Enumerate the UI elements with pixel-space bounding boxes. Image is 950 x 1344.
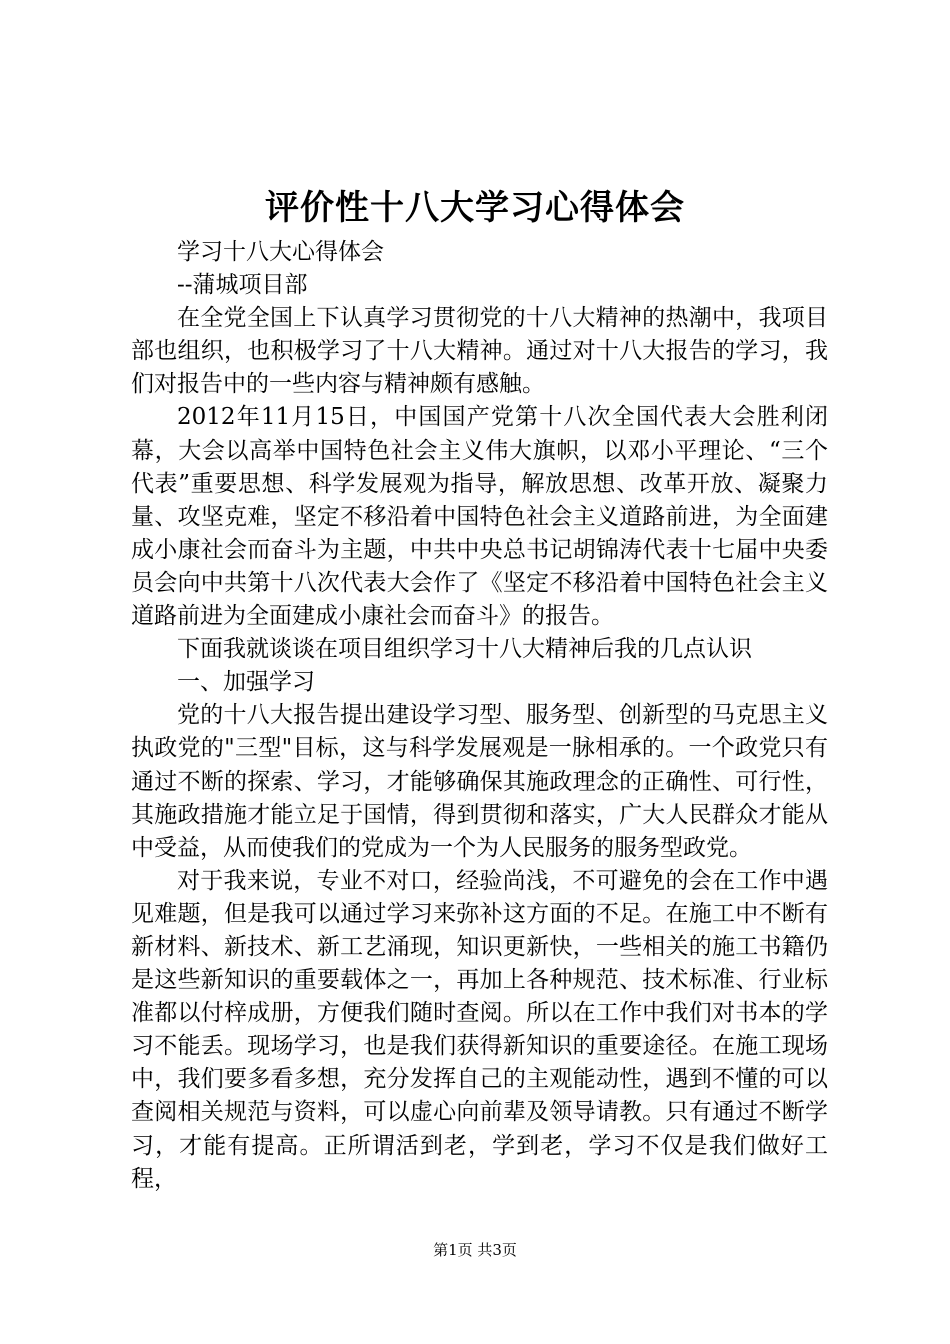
document-title: 评价性十八大学习心得体会 xyxy=(265,188,685,228)
subtitle: 学习十八大心得体会 xyxy=(177,239,384,265)
page-footer: 第1页 共3页 xyxy=(433,1241,517,1259)
paragraph: 下面我就谈谈在项目组织学习十八大精神后我的几点认识 xyxy=(177,636,752,663)
section-heading: 一、加强学习 xyxy=(177,669,315,696)
paragraph: 在全党全国上下认真学习贯彻党的十八大精神的热潮中，我项目部也组织，也积极学习了十八大精神。通过对十八大报告的学习，我们对报告中的一些内容与精神颇有感触。 xyxy=(131,305,828,398)
paragraph: 2012年11月15日，中国国产党第十八次全国代表大会胜利闭幕，大会以高举中国特色社会主义伟大旗帜，以邓小平理论、“三个代表”重要思想、科学发展观为指导，解放思想、改革开放、凝聚力量、攻坚克难，坚定不移沿着中国特色社会主义道路前进，为全面建成小康社会而奋斗为主题，中共中央总书记胡锦涛代表十七届中央委员会向中共第十八次代表大会作了《坚定不移沿着中国特色社会主义道路前进为全面建成小康社会而奋斗》的报告。 xyxy=(131,404,828,630)
paragraph: 对于我来说，专业不对口，经验尚浅，不可避免的会在工作中遇见难题，但是我可以通过学习来弥补这方面的不足。在施工中不断有新材料、新技术、新工艺涌现，知识更新快，一些相关的施工书籍仍是这些新知识的重要载体之一，再加上各种规范、技术标准、行业标准都以付梓成册，方便我们随时查阅。所以在工作中我们对书本的学习不能丢。现场学习，也是我们获得新知识的重要途径。在施工现场中，我们要多看多想，充分发挥自己的主观能动性，遇到不懂的可以查阅相关规范与资料，可以虚心向前辈及领导请教。只有通过不断学习，才能有提高。正所谓活到老，学到老，学习不仅是我们做好工程， xyxy=(131,867,828,1192)
document-body xyxy=(131,236,828,1196)
author-line: --蒲城项目部 xyxy=(177,272,308,299)
paragraph: 党的十八大报告提出建设学习型、服务型、创新型的马克思主义执政党的"三型"目标，这与科学发展观是一脉相承的。一个政党只有通过不断的探索、学习，才能够确保其施政理念的正确性、可行性，其施政措施才能立足于国情，得到贯彻和落实，广大人民群众才能从中受益，从而使我们的党成为一个为人民服务的服务型政党。 xyxy=(131,702,828,861)
